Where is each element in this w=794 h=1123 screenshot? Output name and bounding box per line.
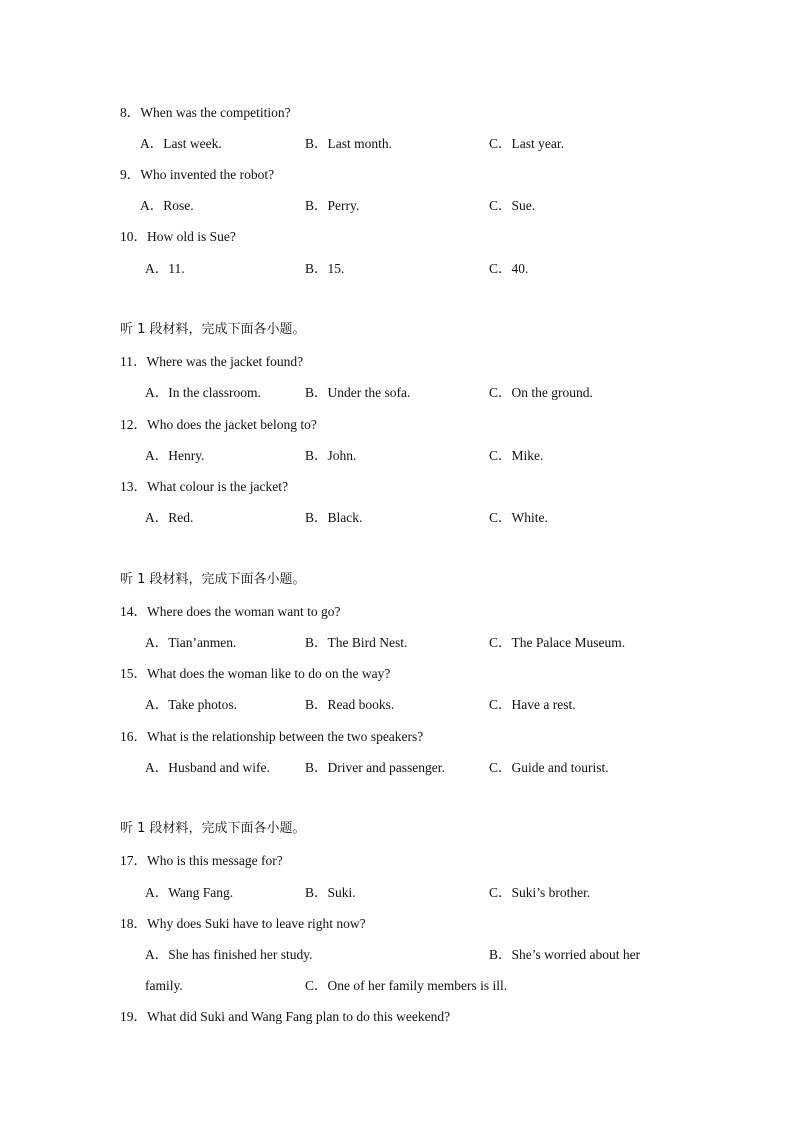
question-9-option-b: B．Perry. [305,198,360,213]
question-17-option-a: A．Wang Fang. [145,885,234,900]
question-14-option-a: A．Tian’anmen. [145,635,237,650]
question-17-option-c: C．Suki’s brother. [489,885,591,900]
question-12-stem: 12．Who does the jacket belong to? [120,417,317,432]
question-16-option-a: A．Husband and wife. [145,760,270,775]
question-17-stem: 17．Who is this message for? [120,853,283,868]
question-13-option-a: A．Red. [145,510,194,525]
question-18-option-a: A．She has finished her study. [145,947,313,962]
section-heading-3: 听 1 段材料，完成下面各小题。 [120,821,306,836]
question-12-option-c: C．Mike. [489,448,544,463]
question-8-option-b: B．Last month. [305,136,392,151]
question-15-option-c: C．Have a rest. [489,697,576,712]
question-11-stem: 11．Where was the jacket found? [120,354,304,369]
question-18-stem: 18．Why does Suki have to leave right now? [120,916,366,931]
question-16-option-c: C．Guide and tourist. [489,760,609,775]
question-10-option-a: A．11. [145,261,185,276]
question-8-stem: 8．When was the competition? [120,105,291,120]
question-18-option-c: C．One of her family members is ill. [305,978,508,993]
question-18-option-b: B．She’s worried about her [489,947,641,962]
question-11-option-c: C．On the ground. [489,385,593,400]
question-13-stem: 13．What colour is the jacket? [120,479,288,494]
question-15-stem: 15．What does the woman like to do on the way? [120,666,391,681]
question-14-option-b: B．The Bird Nest. [305,635,408,650]
question-15-option-a: A．Take photos. [145,697,238,712]
question-19-stem: 19．What did Suki and Wang Fang plan to do this weekend? [120,1009,451,1024]
question-10-option-c: C．40. [489,261,529,276]
question-12-option-b: B．John. [305,448,357,463]
question-9-option-c: C．Sue. [489,198,536,213]
question-18-option-b-continued: family. [145,978,183,993]
question-16-stem: 16．What is the relationship between the two speakers? [120,729,424,744]
section-heading-2: 听 1 段材料，完成下面各小题。 [120,572,306,587]
question-16-option-b: B．Driver and passenger. [305,760,445,775]
question-15-option-b: B．Read books. [305,697,395,712]
question-13-option-b: B．Black. [305,510,363,525]
question-10-stem: 10．How old is Sue? [120,229,236,244]
question-14-stem: 14．Where does the woman want to go? [120,604,341,619]
question-8-option-a: A．Last week. [140,136,222,151]
question-9-option-a: A．Rose. [140,198,194,213]
question-12-option-a: A．Henry. [145,448,205,463]
question-14-option-c: C．The Palace Museum. [489,635,626,650]
section-heading-1: 听 1 段材料，完成下面各小题。 [120,322,306,337]
question-8-option-c: C．Last year. [489,136,564,151]
question-10-option-b: B．15. [305,261,345,276]
question-11-option-b: B．Under the sofa. [305,385,411,400]
question-9-stem: 9．Who invented the robot? [120,167,275,182]
question-17-option-b: B．Suki. [305,885,356,900]
question-11-option-a: A．In the classroom. [145,385,261,400]
question-13-option-c: C．White. [489,510,548,525]
